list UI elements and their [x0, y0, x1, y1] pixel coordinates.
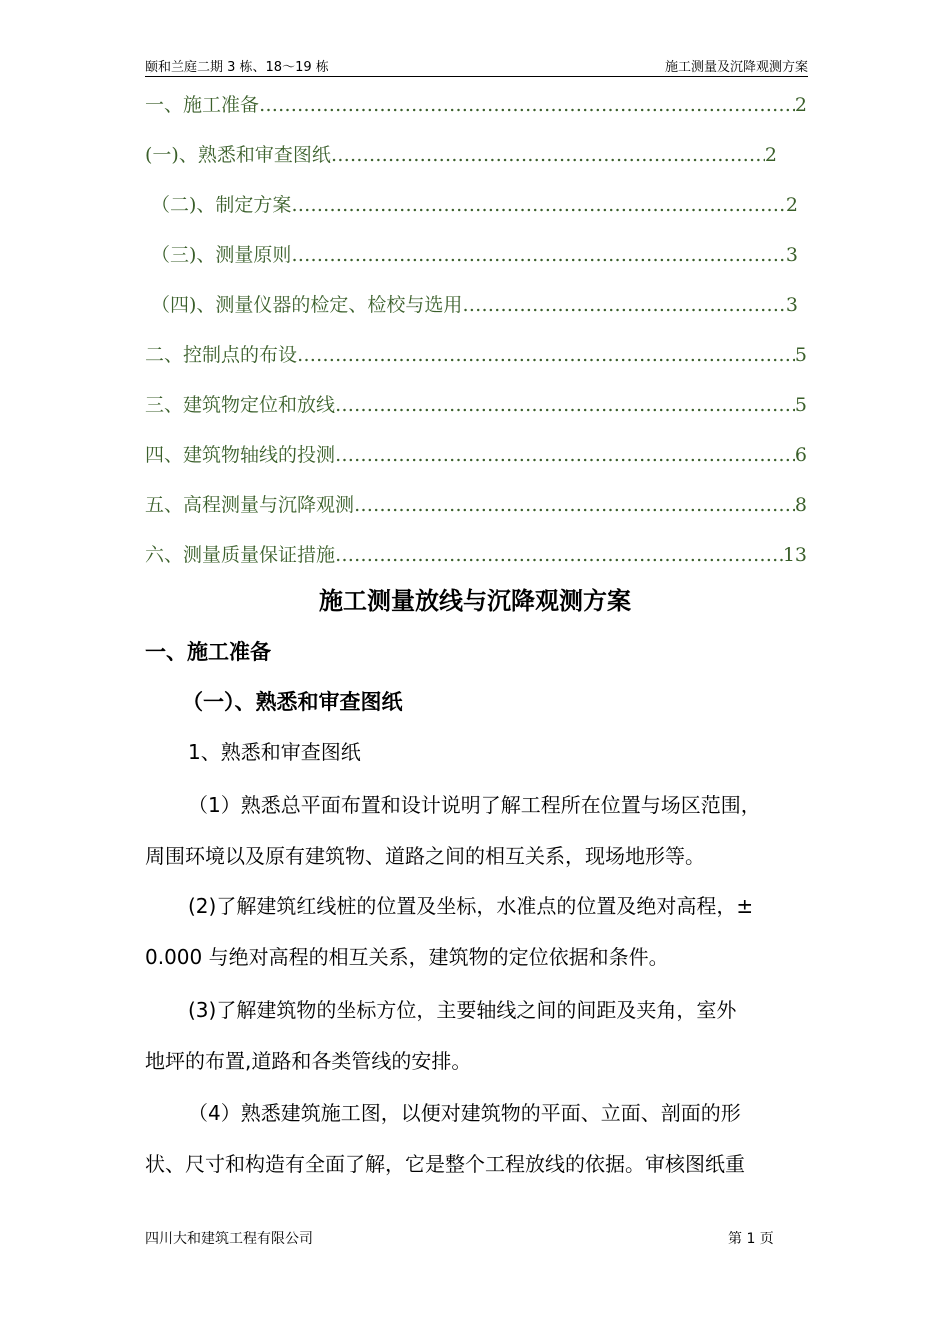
page-header	[145, 56, 808, 77]
paragraph-line: 周围环境以及原有建筑物、道路之间的相互关系，现场地形等。	[145, 844, 705, 868]
toc-leader-dots	[291, 190, 785, 220]
paragraph-line: 状、尺寸和构造有全面了解，它是整个工程放线的依据。审核图纸重	[145, 1152, 745, 1176]
toc-entry-page: 6	[794, 444, 807, 466]
body-paragraph	[145, 985, 825, 1087]
paragraph-line: 地坪的布置,道路和各类管线的安排。	[145, 1049, 472, 1073]
toc-entry[interactable]	[145, 490, 807, 520]
toc-entry-page: 13	[782, 544, 807, 566]
toc-entry-page: 5	[794, 394, 807, 416]
toc-entry-label: 二、控制点的布设	[145, 344, 298, 366]
toc-entry-label: （二)、制定方案	[151, 194, 292, 216]
footer-page-number: 第 1 页	[728, 1231, 774, 1247]
paragraph-line: (3)了解建筑物的坐标方位，主要轴线之间的间距及夹角，室外	[188, 998, 737, 1022]
paragraph-line: 0.000 与绝对高程的相互关系，建筑物的定位依据和条件。	[145, 945, 669, 969]
body-paragraph	[145, 881, 825, 983]
subsection-heading: （一）、熟悉和审查图纸	[182, 690, 403, 714]
toc-entry-page: 2	[764, 144, 777, 166]
toc-leader-dots	[335, 390, 795, 420]
toc-entry-label: 五、高程测量与沉降观测	[145, 494, 355, 516]
toc-entry-label: 一、施工准备	[145, 94, 260, 116]
toc-entry-label: 三、建筑物定位和放线	[145, 394, 336, 416]
toc-entry-label: （三)、测量原则	[151, 244, 292, 266]
toc-entry[interactable]	[151, 290, 798, 320]
header-project-name: 颐和兰庭二期 3 栋、18～19 栋	[145, 60, 329, 75]
body-paragraph	[145, 780, 825, 882]
toc-entry-page: 2	[785, 194, 798, 216]
toc-entry[interactable]	[151, 240, 798, 270]
toc-entry-page: 5	[794, 344, 807, 366]
toc-leader-dots	[354, 490, 795, 520]
toc-leader-dots	[335, 440, 795, 470]
toc-leader-dots	[335, 540, 783, 570]
footer-company: 四川大和建筑工程有限公司	[145, 1231, 313, 1247]
toc-entry[interactable]	[145, 340, 807, 370]
toc-entry[interactable]	[145, 140, 777, 170]
toc-entry-label: 四、建筑物轴线的投测	[145, 444, 336, 466]
toc-entry-page: 3	[785, 294, 798, 316]
toc-leader-dots	[297, 340, 795, 370]
toc-entry[interactable]	[145, 440, 807, 470]
toc-entry[interactable]	[151, 190, 798, 220]
toc-entry[interactable]	[145, 90, 807, 120]
toc-leader-dots	[259, 90, 795, 120]
paragraph-line: （1）熟悉总平面布置和设计说明了解工程所在位置与场区范围，	[188, 793, 761, 817]
toc-entry[interactable]	[145, 390, 807, 420]
document-title: 施工测量放线与沉降观测方案	[319, 587, 631, 615]
toc-entry[interactable]	[145, 540, 807, 570]
toc-entry-label: (一)、熟悉和审查图纸	[145, 144, 331, 166]
section-heading: 一、施工准备	[145, 640, 271, 664]
paragraph-line: （4）熟悉建筑施工图，以便对建筑物的平面、立面、剖面的形	[188, 1101, 741, 1125]
paragraph-line: (2)了解建筑红线桩的位置及坐标，水准点的位置及绝对高程，±	[188, 894, 754, 918]
toc-entry-page: 2	[794, 94, 807, 116]
toc-leader-dots	[331, 140, 765, 170]
header-doc-name: 施工测量及沉降观测方案	[664, 60, 808, 75]
item-heading: 1、熟悉和审查图纸	[188, 740, 361, 764]
toc-entry-label: 六、测量质量保证措施	[145, 544, 336, 566]
body-paragraph	[145, 1088, 825, 1190]
toc-leader-dots	[462, 290, 785, 320]
toc-entry-page: 8	[794, 494, 807, 516]
toc-leader-dots	[291, 240, 785, 270]
toc-entry-page: 3	[785, 244, 798, 266]
toc-entry-label: （四)、测量仪器的检定、检校与选用	[151, 294, 463, 316]
